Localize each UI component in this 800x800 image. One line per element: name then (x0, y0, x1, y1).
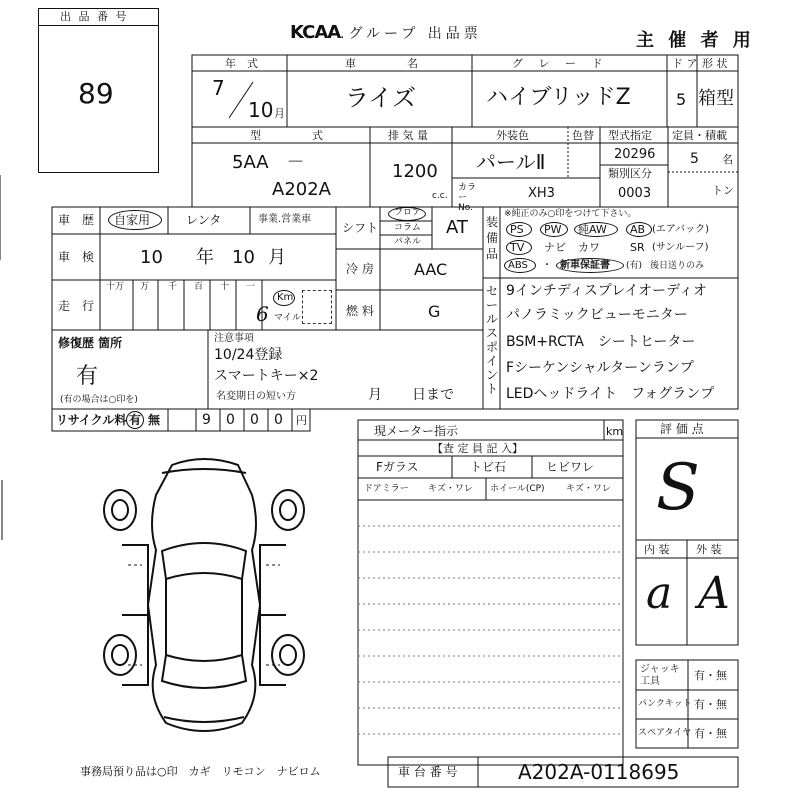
type-prefix: 5AA － (232, 152, 305, 173)
mileage-note-box (302, 290, 332, 324)
class-label: 類別区分 (608, 167, 652, 180)
equip-warranty: 新車保証書 (560, 260, 610, 271)
displacement-label: 排 気 量 (388, 129, 428, 142)
color-no-label: カラー No. (458, 183, 477, 213)
recycle-digit-4: 0 (274, 412, 283, 428)
fuel-value: G (428, 302, 441, 321)
notes-day-label: 日まで (412, 387, 454, 403)
mileage-label: 走 行 (58, 299, 95, 313)
meter-unit: km (606, 425, 624, 438)
model-name: ライズ (345, 84, 417, 112)
model-name-label: 車 名 (345, 57, 438, 70)
shaken-month-unit: 月 (268, 247, 286, 268)
lot-label: 出 品 番 号 (60, 10, 129, 23)
exterior-grade: A (698, 568, 730, 619)
equip-tv: TV (510, 241, 525, 254)
capacity-unit: 名 (722, 153, 733, 166)
equip-sr-note: (サンルーフ) (652, 242, 709, 253)
capacity-label: 定員・積載 (672, 129, 727, 142)
month-unit: 月 (274, 107, 285, 120)
shift-label: シフト (342, 221, 379, 235)
sheet-title: .グループ 出品票 (340, 26, 482, 42)
sub-door-mirror: ドアミラー (364, 484, 409, 494)
sales-point-4: Fシーケンシャルターンランプ (506, 360, 694, 376)
puncture-label: パンクキット (638, 699, 692, 709)
history-label: 車 歴 (58, 213, 95, 227)
notes-line-2: スマートキー×2 (214, 368, 319, 384)
equip-warranty-yes: (有) (626, 261, 643, 271)
type-designation-label: 型式指定 (608, 129, 652, 142)
equipment-note: ※純正のみ○印をつけて下さい。 (504, 209, 637, 219)
interior-grade: a (646, 568, 673, 619)
digit-1: 一 (246, 282, 256, 292)
meter-label: 現メーター指示 (374, 424, 459, 438)
ac-value: AAC (414, 260, 448, 279)
organizer-label: 主 催 者 用 (636, 30, 755, 51)
grade-value: ハイブリッドZ (486, 85, 631, 110)
digit-10k: 万 (140, 282, 150, 292)
recycle-unit: 円 (296, 414, 307, 427)
office-note: 事務局預り品は○印 カギ リモコン ナビロム (80, 765, 321, 778)
equip-sr: SR (630, 241, 645, 254)
name-change-label: 名変期日の短い方 (216, 391, 296, 402)
equip-ab: AB (630, 223, 646, 236)
equip-ab-note: (エアバック) (652, 224, 710, 235)
col-crack: ヒビワレ (546, 460, 595, 474)
color-change-label: 色替 (572, 129, 594, 142)
spare-yes-no: 有・無 (694, 727, 727, 740)
history-rental: レンタ (186, 213, 222, 227)
sales-point-5: LEDヘッドライト フォグランプ (506, 386, 715, 402)
month-value: 10 (248, 98, 274, 122)
recycle-digit-1: 9 (202, 412, 211, 428)
shift-panel: パネル (394, 237, 422, 247)
year-label: 年 式 (225, 57, 258, 70)
equip-dot: ・ (542, 260, 552, 271)
load-unit: トン (712, 184, 734, 197)
recycle-digit-2: 0 (226, 412, 235, 428)
grade-label: グ レ ー ド (512, 57, 609, 70)
notes-line-1: 10/24登録 (214, 347, 283, 363)
history-business: 事業.営業車 (258, 214, 312, 225)
history-private: 自家用 (114, 213, 151, 227)
km-label: Km (277, 292, 294, 303)
recycle-no: 無 (148, 413, 161, 427)
exterior-grade-label: 外 装 (696, 543, 722, 556)
shift-floor: フロア (394, 208, 422, 218)
fuel-label: 燃 料 (346, 304, 374, 318)
sales-point-1: 9インチディスプレイオーディオ (506, 283, 707, 299)
ac-label: 冷 房 (346, 262, 374, 276)
sub-scratch-2: キズ・ワレ (566, 484, 611, 494)
digit-1k: 千 (168, 282, 178, 292)
shaken-year: 10 (140, 247, 163, 268)
notes-label: 注意事項 (214, 333, 254, 344)
equip-leather: カワ (578, 241, 600, 254)
chassis-number: A202A-0118695 (518, 760, 680, 784)
interior-label: 内 装 (644, 543, 670, 556)
equip-pw: PW (544, 223, 562, 236)
digit-10: 十 (220, 282, 230, 292)
recycle-label: リサイクル料 (56, 413, 127, 427)
mileage-value: 6 (256, 302, 269, 326)
shaken-year-unit: 年 (196, 247, 214, 268)
year-value: 7 (212, 76, 225, 100)
spare-label: スペアタイヤ (638, 728, 692, 738)
inspector-label: 【査 定 員 記 入】 (432, 442, 523, 455)
repair-value: 有 (76, 364, 99, 389)
type-designation: 20296 (614, 147, 656, 162)
class-code: 0003 (618, 186, 652, 201)
jack-label: ジャッキ工具 (640, 664, 680, 687)
type-label: 型 式 (250, 129, 343, 142)
doors-value: 5 (676, 90, 687, 109)
mile-label: マイル (274, 313, 301, 323)
grade-box-label: 評 価 点 (660, 422, 704, 436)
col-glass: Fガラス (376, 460, 419, 474)
type-code: A202A (272, 179, 331, 200)
exterior-color-label: 外装色 (496, 129, 529, 142)
sub-wheel: ホイール(CP) (490, 484, 545, 494)
recycle-yes: 有 (129, 413, 142, 427)
lot-number: 89 (78, 77, 114, 110)
digit-100: 百 (194, 282, 204, 292)
shift-value: AT (446, 217, 468, 238)
displacement-unit: c.c. (432, 191, 448, 201)
sub-scratch-1: キズ・ワレ (428, 484, 473, 494)
repair-note: (有の場合は○印を) (60, 395, 138, 405)
jack-yes-no: 有・無 (694, 669, 727, 682)
sales-point-3: BSM+RCTA シートヒーター (506, 334, 696, 350)
capacity-value: 5 (690, 151, 699, 167)
puncture-yes-no: 有・無 (694, 698, 727, 711)
notes-month-label: 月 (368, 387, 382, 403)
body-value: 箱型 (698, 88, 734, 109)
displacement-value: 1200 (392, 161, 438, 182)
equip-warranty-note: 後日送りのみ (650, 261, 705, 271)
grade-score: S (656, 451, 700, 525)
equip-aw: 純AW (578, 223, 607, 236)
sales-point-2: パノラミックビューモニター (506, 307, 688, 323)
equip-ps: PS (510, 223, 524, 236)
doors-label: ド ア (672, 57, 698, 70)
shaken-label: 車 検 (58, 250, 95, 264)
chassis-label: 車 台 番 号 (398, 765, 458, 779)
col-chip: トビ石 (470, 460, 507, 474)
equipment-label: 装備品 (486, 215, 499, 261)
car-diagram (92, 455, 317, 745)
shift-column: コラム (394, 223, 421, 233)
digit-100k: 十万 (106, 282, 125, 292)
color-no: XH3 (528, 186, 555, 201)
equip-navi: ナビ (544, 241, 566, 254)
recycle-digit-3: 0 (250, 412, 259, 428)
body-label: 形 状 (702, 57, 728, 70)
repair-label: 修復歴 箇所 (58, 336, 123, 350)
sales-points-label: セールスポイント (486, 284, 499, 396)
equip-abs: ABS (508, 260, 528, 271)
exterior-color: パールⅡ (476, 150, 546, 174)
shaken-month: 10 (232, 247, 255, 268)
brand-logo: KCAA (290, 22, 341, 43)
